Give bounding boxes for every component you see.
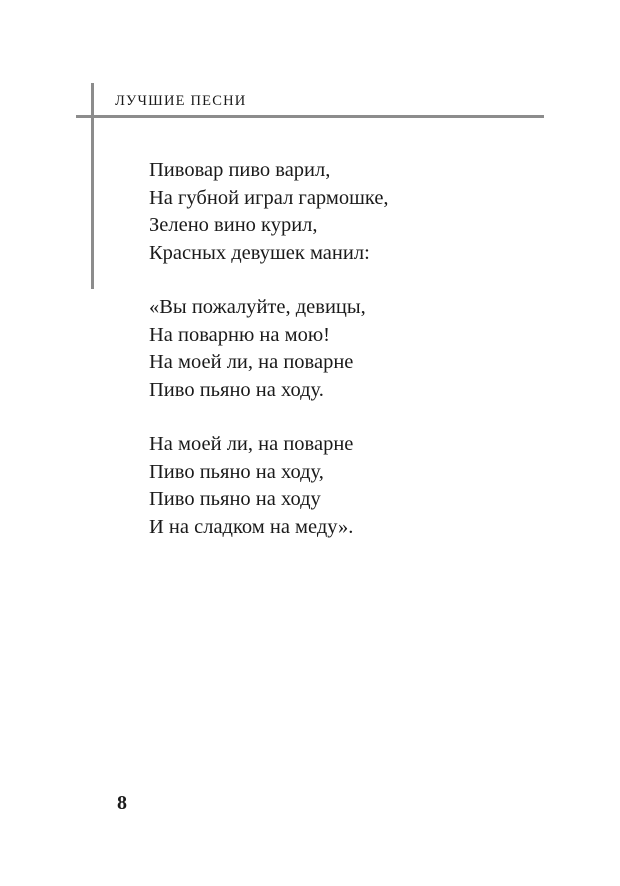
poem-line: Пивовар пиво варил, xyxy=(149,159,331,181)
poem-line: На поварню на мою! xyxy=(149,323,330,346)
poem-line: На моей ли, на поварне xyxy=(149,433,354,455)
poem-line: Пиво пьяно на ходу. xyxy=(149,378,324,401)
poem-line: «Вы пожалуйте, девицы, xyxy=(149,296,366,318)
poem-line: На моей ли, на поварне xyxy=(149,351,354,373)
poem-line: Пиво пьяно на ходу, xyxy=(149,460,324,483)
poem-line: Зелено вино курил, xyxy=(149,214,318,236)
poem-line: На губной играл гармошке, xyxy=(149,186,389,209)
stanza-2 xyxy=(149,294,569,404)
page-number: 8 xyxy=(117,792,127,814)
stanza-1 xyxy=(149,157,569,267)
header-vertical-rule xyxy=(91,83,94,289)
header-horizontal-rule xyxy=(76,115,544,118)
stanza-3 xyxy=(149,431,569,541)
poem xyxy=(149,157,569,568)
poem-line: Красных девушек манил: xyxy=(149,241,370,264)
poem-line: И на сладком на меду». xyxy=(149,515,354,538)
running-title: ЛУЧШИЕ ПЕСНИ xyxy=(115,93,247,109)
poem-line: Пиво пьяно на ходу xyxy=(149,488,321,510)
